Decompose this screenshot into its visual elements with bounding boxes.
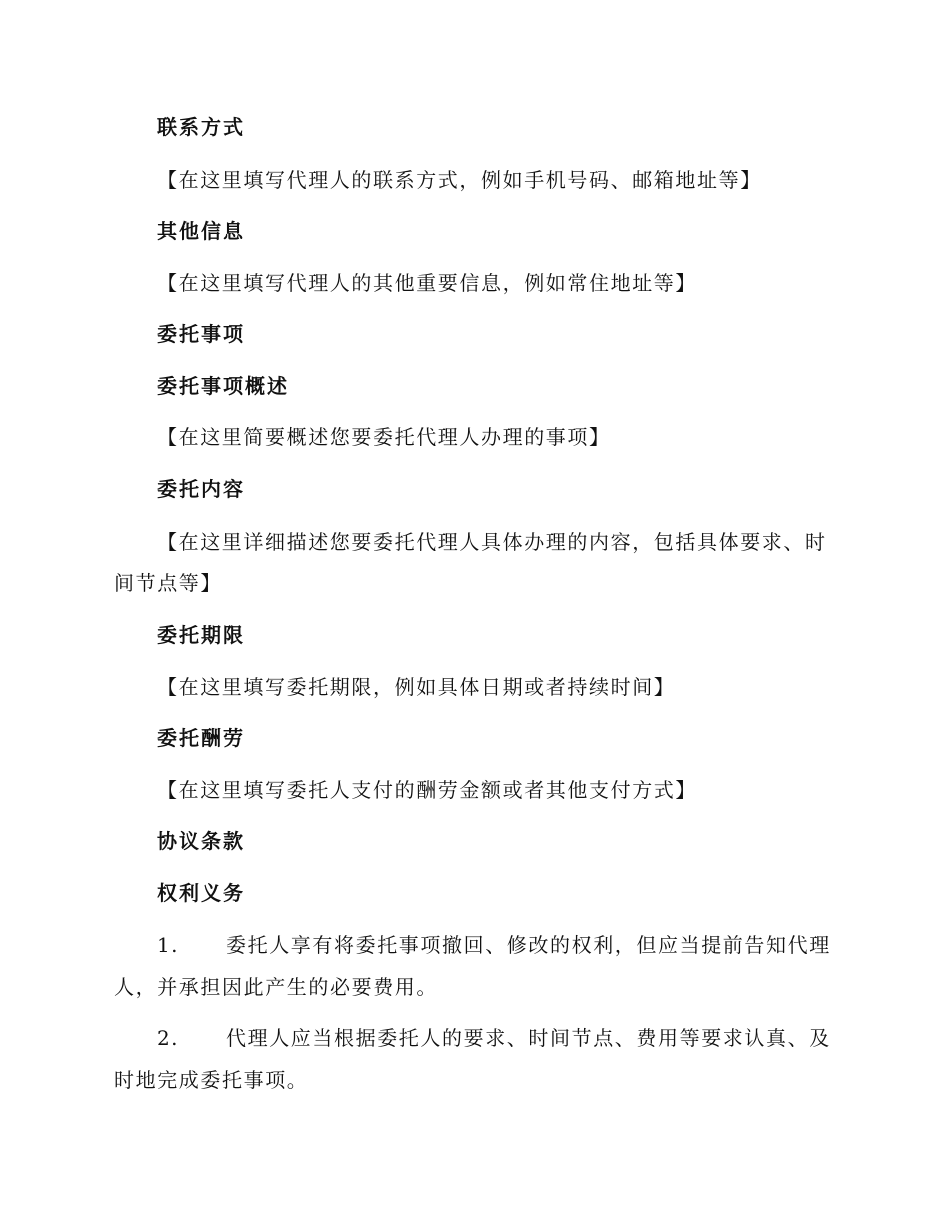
contact-heading: 联系方式 [157, 115, 245, 139]
content-heading: 委托内容 [157, 477, 245, 501]
rights-heading: 权利义务 [157, 881, 245, 905]
list-item-line1: 委托人享有将委托事项撤回、修改的权利，但应当提前告知代理 [226, 933, 831, 957]
summary-heading: 委托事项概述 [157, 374, 289, 398]
term-text: 【在这里填写委托期限，例如具体日期或者持续时间】 [157, 675, 676, 699]
content-text-line2: 间节点等】 [114, 571, 222, 595]
summary-text: 【在这里简要概述您要委托代理人办理的事项】 [157, 425, 611, 449]
matters-heading: 委托事项 [157, 322, 245, 346]
contact-text: 【在这里填写代理人的联系方式，例如手机号码、邮箱地址等】 [157, 168, 762, 192]
list-item-number: 1. [157, 933, 179, 957]
fee-text: 【在这里填写委托人支付的酬劳金额或者其他支付方式】 [157, 778, 697, 802]
content-text-line1: 【在这里详细描述您要委托代理人具体办理的内容，包括具体要求、时 [157, 530, 827, 554]
other-heading: 其他信息 [157, 219, 245, 243]
fee-heading: 委托酬劳 [157, 726, 245, 750]
other-text: 【在这里填写代理人的其他重要信息，例如常住地址等】 [157, 271, 697, 295]
terms-heading: 协议条款 [157, 829, 245, 853]
list-item-line1: 代理人应当根据委托人的要求、时间节点、费用等要求认真、及 [226, 1026, 831, 1050]
term-heading: 委托期限 [157, 623, 245, 647]
list-item-number: 2. [157, 1026, 179, 1050]
list-item-line2: 时地完成委托事项。 [114, 1068, 309, 1092]
list-item-line2: 人，并承担因此产生的必要费用。 [114, 975, 438, 999]
